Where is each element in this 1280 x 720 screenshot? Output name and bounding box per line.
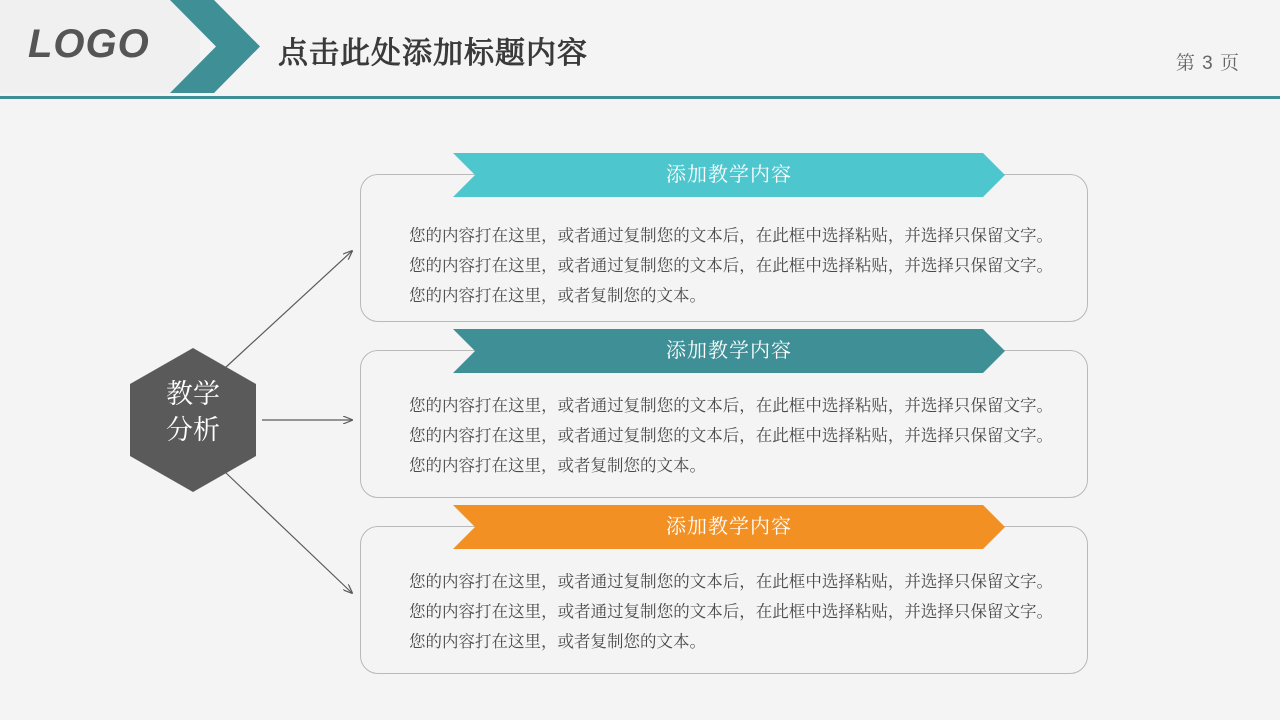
connector-3 xyxy=(225,472,352,593)
content-card[interactable] xyxy=(360,164,1088,322)
ribbon-banner xyxy=(453,505,1005,549)
diagram-canvas xyxy=(0,96,1280,720)
card-body-text: 您的内容打在这里，或者通过复制您的文本后，在此框中选择粘贴，并选择只保留文字。您的内容打在这里，或者通过复制您的文本后，在此框中选择粘贴，并选择只保留文字。您的内容打在这里，或者复制您的文本。 xyxy=(409,227,1053,305)
page-number: 第 3 页 xyxy=(1175,53,1240,74)
connector-1 xyxy=(225,251,352,368)
hub-label: 教学 分析 xyxy=(166,379,220,445)
content-card[interactable] xyxy=(360,340,1088,498)
ribbon-label: 添加教学内容 xyxy=(666,516,792,538)
ribbon-label: 添加教学内容 xyxy=(666,164,792,186)
card-body-text: 您的内容打在这里，或者通过复制您的文本后，在此框中选择粘贴，并选择只保留文字。您的内容打在这里，或者通过复制您的文本后，在此框中选择粘贴，并选择只保留文字。您的内容打在这里，或者复制您的文本。 xyxy=(409,573,1053,651)
ribbon-banner xyxy=(453,153,1005,197)
ribbon-label: 添加教学内容 xyxy=(666,340,792,362)
logo: LOGO xyxy=(28,22,150,66)
header-arrow-icon xyxy=(170,0,260,93)
ribbon-banner xyxy=(453,329,1005,373)
hub-hexagon xyxy=(130,348,256,492)
card-body-text: 您的内容打在这里，或者通过复制您的文本后，在此框中选择粘贴，并选择只保留文字。您的内容打在这里，或者通过复制您的文本后，在此框中选择粘贴，并选择只保留文字。您的内容打在这里，或者复制您的文本。 xyxy=(409,397,1053,475)
slide-header xyxy=(0,0,1280,99)
content-card[interactable] xyxy=(360,516,1088,674)
page-title: 点击此处添加标题内容 xyxy=(278,37,588,70)
